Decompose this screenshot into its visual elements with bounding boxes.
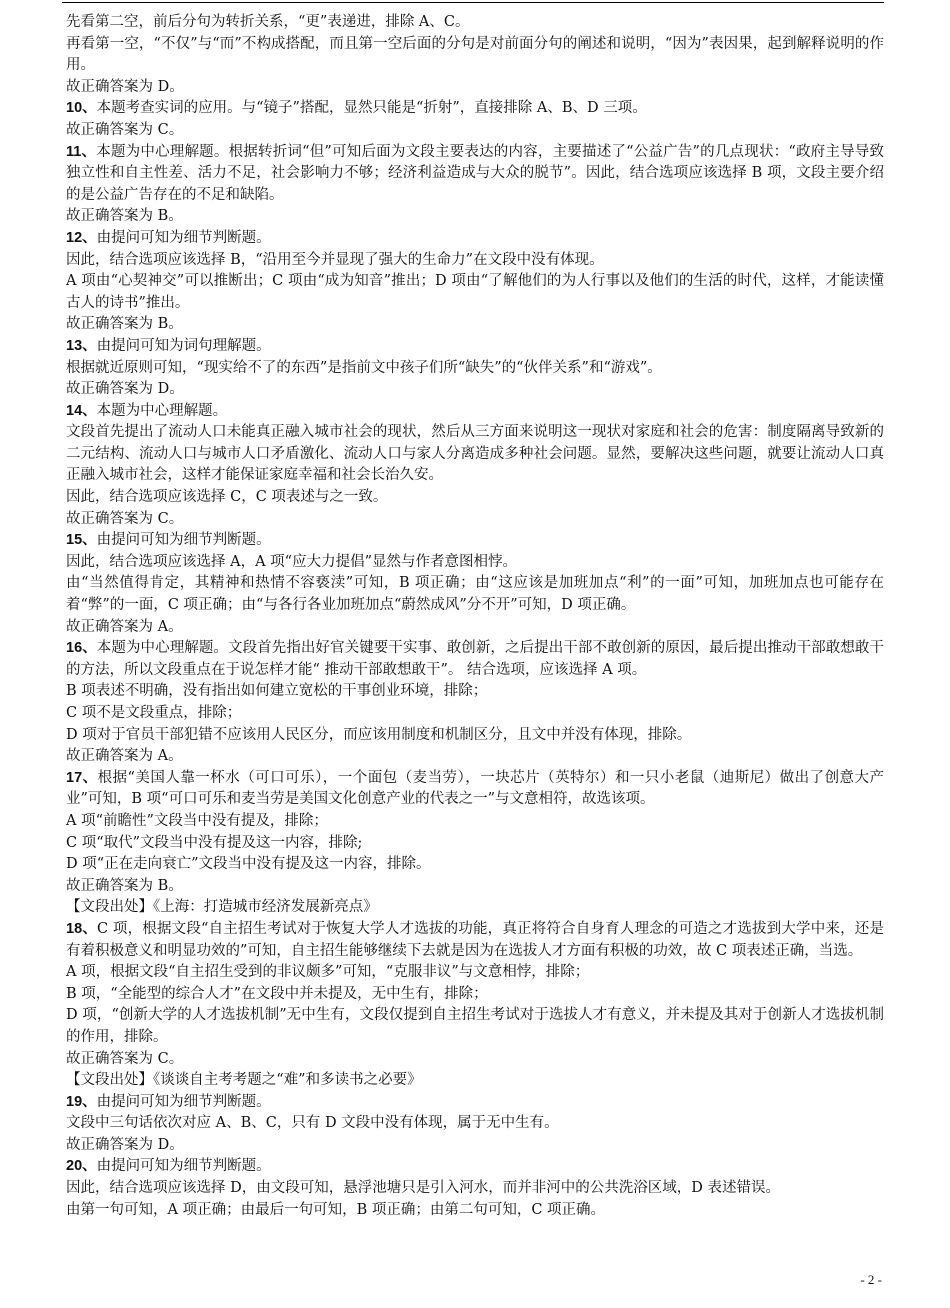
answer-paragraph xyxy=(66,509,884,531)
question-number: 12、 xyxy=(66,229,97,246)
paragraph-text: C 项，根据文段“自主招生考试对于恢复大学人才选拔的功能，真正将符合自身育人理念的可造之才选拔到大学中来，还是有着积极意义和明显功效的”可知，自主招生能够继续下去就是因为在选拔人才方面有积极的功效，故 C 项表述正确，当选。 xyxy=(66,920,884,959)
paragraph-text: 【文段出处】《上海：打造城市经济发展新亮点》 xyxy=(66,899,378,916)
answer-paragraph xyxy=(66,876,884,898)
paragraph-text: 故正确答案为 A。 xyxy=(66,618,183,635)
paragraph-text: 本题为中心理解题。文段首先指出好官关键要干实事、敢创新，之后提出干部不敢创新的原因，最后提出推动干部敢想敢干的方法，所以文段重点在于说怎样才能“ 推动干部敢想敢干”。 结合选项，应该选择 A 项。 xyxy=(66,640,884,678)
answer-paragraph xyxy=(66,746,884,768)
paragraph-text: 故正确答案为 B。 xyxy=(66,208,183,225)
paragraph-text: B 项表述不明确，没有指出如何建立宽松的干事创业环境，排除； xyxy=(66,683,488,700)
paragraph-text: 根据就近原则可知，“现实给不了的东西”是指前文中孩子们所“缺失”的“伙伴关系”和“游戏”。 xyxy=(66,359,662,376)
paragraph-text: A 项，根据文段“自主招生受到的非议颇多”可知，“克服非议”与文意相悖，排除； xyxy=(66,964,590,981)
paragraph-text: 故正确答案为 D。 xyxy=(66,1136,184,1153)
top-rule xyxy=(62,2,884,3)
question-paragraph xyxy=(66,401,884,423)
paragraph-text: 故正确答案为 B。 xyxy=(66,316,183,333)
answer-paragraph xyxy=(66,703,884,725)
paragraph-text: C 项“取代”文段当中没有提及这一内容，排除; xyxy=(66,834,363,851)
question-paragraph xyxy=(66,768,884,811)
paragraph-text: 由提问可知为细节判断题。 xyxy=(96,532,271,549)
question-number: 11、 xyxy=(66,143,97,160)
paragraph-text: 故正确答案为 B。 xyxy=(66,877,183,894)
paragraph-text: 故正确答案为 C。 xyxy=(66,121,184,138)
question-number: 18、 xyxy=(66,920,98,937)
question-paragraph xyxy=(66,336,884,358)
answer-paragraph xyxy=(66,12,884,34)
question-number: 19、 xyxy=(66,1093,97,1110)
question-paragraph xyxy=(66,1092,884,1114)
paragraph-text: C 项不是文段重点，排除； xyxy=(66,705,242,721)
question-number: 13、 xyxy=(66,337,97,354)
paragraph-text: 故正确答案为 D。 xyxy=(66,78,184,95)
answer-paragraph xyxy=(66,314,884,336)
paragraph-text: 故正确答案为 A。 xyxy=(66,748,183,765)
paragraph-text: 文段中三句话依次对应 A、B、C，只有 D 文段中没有体现，属于无中生有。 xyxy=(66,1115,559,1132)
answer-paragraph xyxy=(66,854,884,876)
answer-paragraph xyxy=(66,77,884,99)
answer-paragraph xyxy=(66,552,884,574)
answer-paragraph xyxy=(66,487,884,509)
paragraph-text: D 项，“创新大学的人才选拔机制”无中生有，文段仅提到自主招生考试对于选拔人才有意义，并未提及其对于创新人才选拔机制的作用，排除。 xyxy=(66,1007,884,1045)
paragraph-text: 由提问可知为词句理解题。 xyxy=(96,337,271,354)
paragraph-text: 先看第二空，前后分句为转折关系，“更”表递进，排除 A、C。 xyxy=(66,14,470,30)
answer-paragraph xyxy=(66,1178,884,1200)
answer-paragraph xyxy=(66,206,884,228)
answer-paragraph xyxy=(66,1113,884,1135)
paragraph-text: 由提问可知为细节判断题。 xyxy=(96,229,271,246)
question-number: 15、 xyxy=(66,532,97,549)
paragraph-text: D 项“正在走向衰亡”文段当中没有提及这一内容，排除。 xyxy=(66,856,431,873)
paragraph-text: 由“当然值得肯定，其精神和热情不容亵渎”可知，B 项正确；由“这应该是加班加点“利”的一面”可知，加班加点也可能存在着“弊”的一面，C 项正确；由“与各行各业加班加点“蔚然成风”分不开”可知，D 项正确。 xyxy=(66,575,884,614)
question-number: 14、 xyxy=(66,402,97,419)
answer-paragraph xyxy=(66,1135,884,1157)
paragraph-text: 文段首先提出了流动人口未能真正融入城市社会的现状，然后从三方面来说明这一现状对家庭和社会的危害：制度隔离导致新的二元结构、流动人口与城市人口矛盾激化、流动人口与家人分离造成多种社会问题。显然，要解决这些问题，就要让流动人口真正融入城市社会，这样才能保证家庭幸福和社会长治久安。 xyxy=(66,424,884,484)
answer-paragraph xyxy=(66,271,884,314)
paragraph-text: D 项对于官员干部犯错不应该用人民区分，而应该用制度和机制区分，且文中并没有体现，排除。 xyxy=(66,726,692,743)
answer-paragraph xyxy=(66,897,884,919)
paragraph-text: 因此，结合选项应该选择 D，由文段可知，悬浮池塘只是引入河水，而并非河中的公共洗浴区域，D 表述错误。 xyxy=(66,1180,780,1197)
answer-paragraph xyxy=(66,573,884,616)
paragraph-text: 由提问可知为细节判断题。 xyxy=(96,1093,271,1110)
question-paragraph xyxy=(66,142,884,207)
paragraph-text: 因此，结合选项应该选择 C，C 项表述与之一致。 xyxy=(66,489,388,506)
question-paragraph xyxy=(66,638,884,681)
question-paragraph xyxy=(66,919,884,962)
paragraph-text: 由提问可知为细节判断题。 xyxy=(96,1158,271,1175)
answer-paragraph xyxy=(66,120,884,142)
answer-paragraph xyxy=(66,962,884,984)
paragraph-text: A 项“前瞻性”文段当中没有提及，排除； xyxy=(66,812,328,829)
answer-paragraph xyxy=(66,1070,884,1092)
answer-paragraph xyxy=(66,1049,884,1071)
answer-paragraph xyxy=(66,358,884,380)
question-paragraph xyxy=(66,1156,884,1178)
answer-paragraph xyxy=(66,250,884,272)
paragraph-text: 本题为中心理解题。根据转折词“但”可知后面为文段主要表达的内容，主要描述了“公益广告”的几点现状：“政府主导导致独立性和自主性差、活力不足，社会影响力不够；经济利益造成与大众的脱节”。因此，结合选项应该选择 B 项，文段主要介绍的是公益广告存在的不足和缺陷。 xyxy=(66,143,884,203)
answer-paragraph xyxy=(66,617,884,639)
paragraph-text: 因此，结合选项应该选择 B，“沿用至今并显现了强大的生命力”在文段中没有体现。 xyxy=(66,251,604,268)
answer-paragraph xyxy=(66,833,884,855)
paragraph-text: 【文段出处】《谈谈自主考考题之“难”和多读书之必要》 xyxy=(66,1072,422,1089)
answer-paragraph xyxy=(66,811,884,833)
paragraph-text: 故正确答案为 C。 xyxy=(66,1050,184,1067)
question-paragraph xyxy=(66,228,884,250)
page-number: - 2 - xyxy=(860,1272,882,1287)
paragraph-text: 故正确答案为 D。 xyxy=(66,381,184,398)
question-paragraph xyxy=(66,530,884,552)
document-body xyxy=(66,12,884,1221)
paragraph-text: 因此，结合选项应该选择 A，A 项“应大力提倡”显然与作者意图相悖。 xyxy=(66,553,517,570)
answer-paragraph xyxy=(66,725,884,747)
paragraph-text: 本题考查实词的应用。与“镜子”搭配，显然只能是“折射”，直接排除 A、B、D 三项。 xyxy=(96,100,647,117)
question-number: 17、 xyxy=(66,769,98,786)
answer-paragraph xyxy=(66,984,884,1006)
answer-paragraph xyxy=(66,1005,884,1048)
paragraph-text: B 项，“全能型的综合人才”在文段中并未提及，无中生有，排除； xyxy=(66,985,488,1002)
question-number: 10、 xyxy=(66,100,97,117)
answer-paragraph xyxy=(66,422,884,487)
paragraph-text: 由第一句可知，A 项正确；由最后一句可知，B 项正确；由第二句可知，C 项正确。 xyxy=(66,1201,606,1218)
paragraph-text: 根据“美国人靠一杯水（可口可乐），一个面包（麦当劳），一块芯片（英特尔）和一只小老鼠（迪斯尼）做出了创意大产业”可知，B 项“可口可乐和麦当劳是美国文化创意产业的代表之一”与文意相符，故选该项。 xyxy=(66,769,884,808)
answer-paragraph xyxy=(66,1200,884,1222)
answer-paragraph xyxy=(66,379,884,401)
paragraph-text: 本题为中心理解题。 xyxy=(96,402,228,419)
paragraph-text: A 项由“心契神交”可以推断出；C 项由“成为知音”推出；D 项由“了解他们的为人行事以及他们的生活的时代，这样，才能读懂古人的诗书”推出。 xyxy=(66,273,884,311)
question-number: 16、 xyxy=(66,640,97,657)
answer-paragraph xyxy=(66,34,884,77)
question-paragraph xyxy=(66,98,884,120)
paragraph-text: 再看第一空，“不仅”与“而”不构成搭配，而且第一空后面的分句是对前面分句的阐述和说明，“因为”表因果，起到解释说明的作用。 xyxy=(66,35,884,74)
paragraph-text: 故正确答案为 C。 xyxy=(66,510,184,527)
answer-paragraph xyxy=(66,681,884,703)
question-number: 20、 xyxy=(66,1158,97,1175)
